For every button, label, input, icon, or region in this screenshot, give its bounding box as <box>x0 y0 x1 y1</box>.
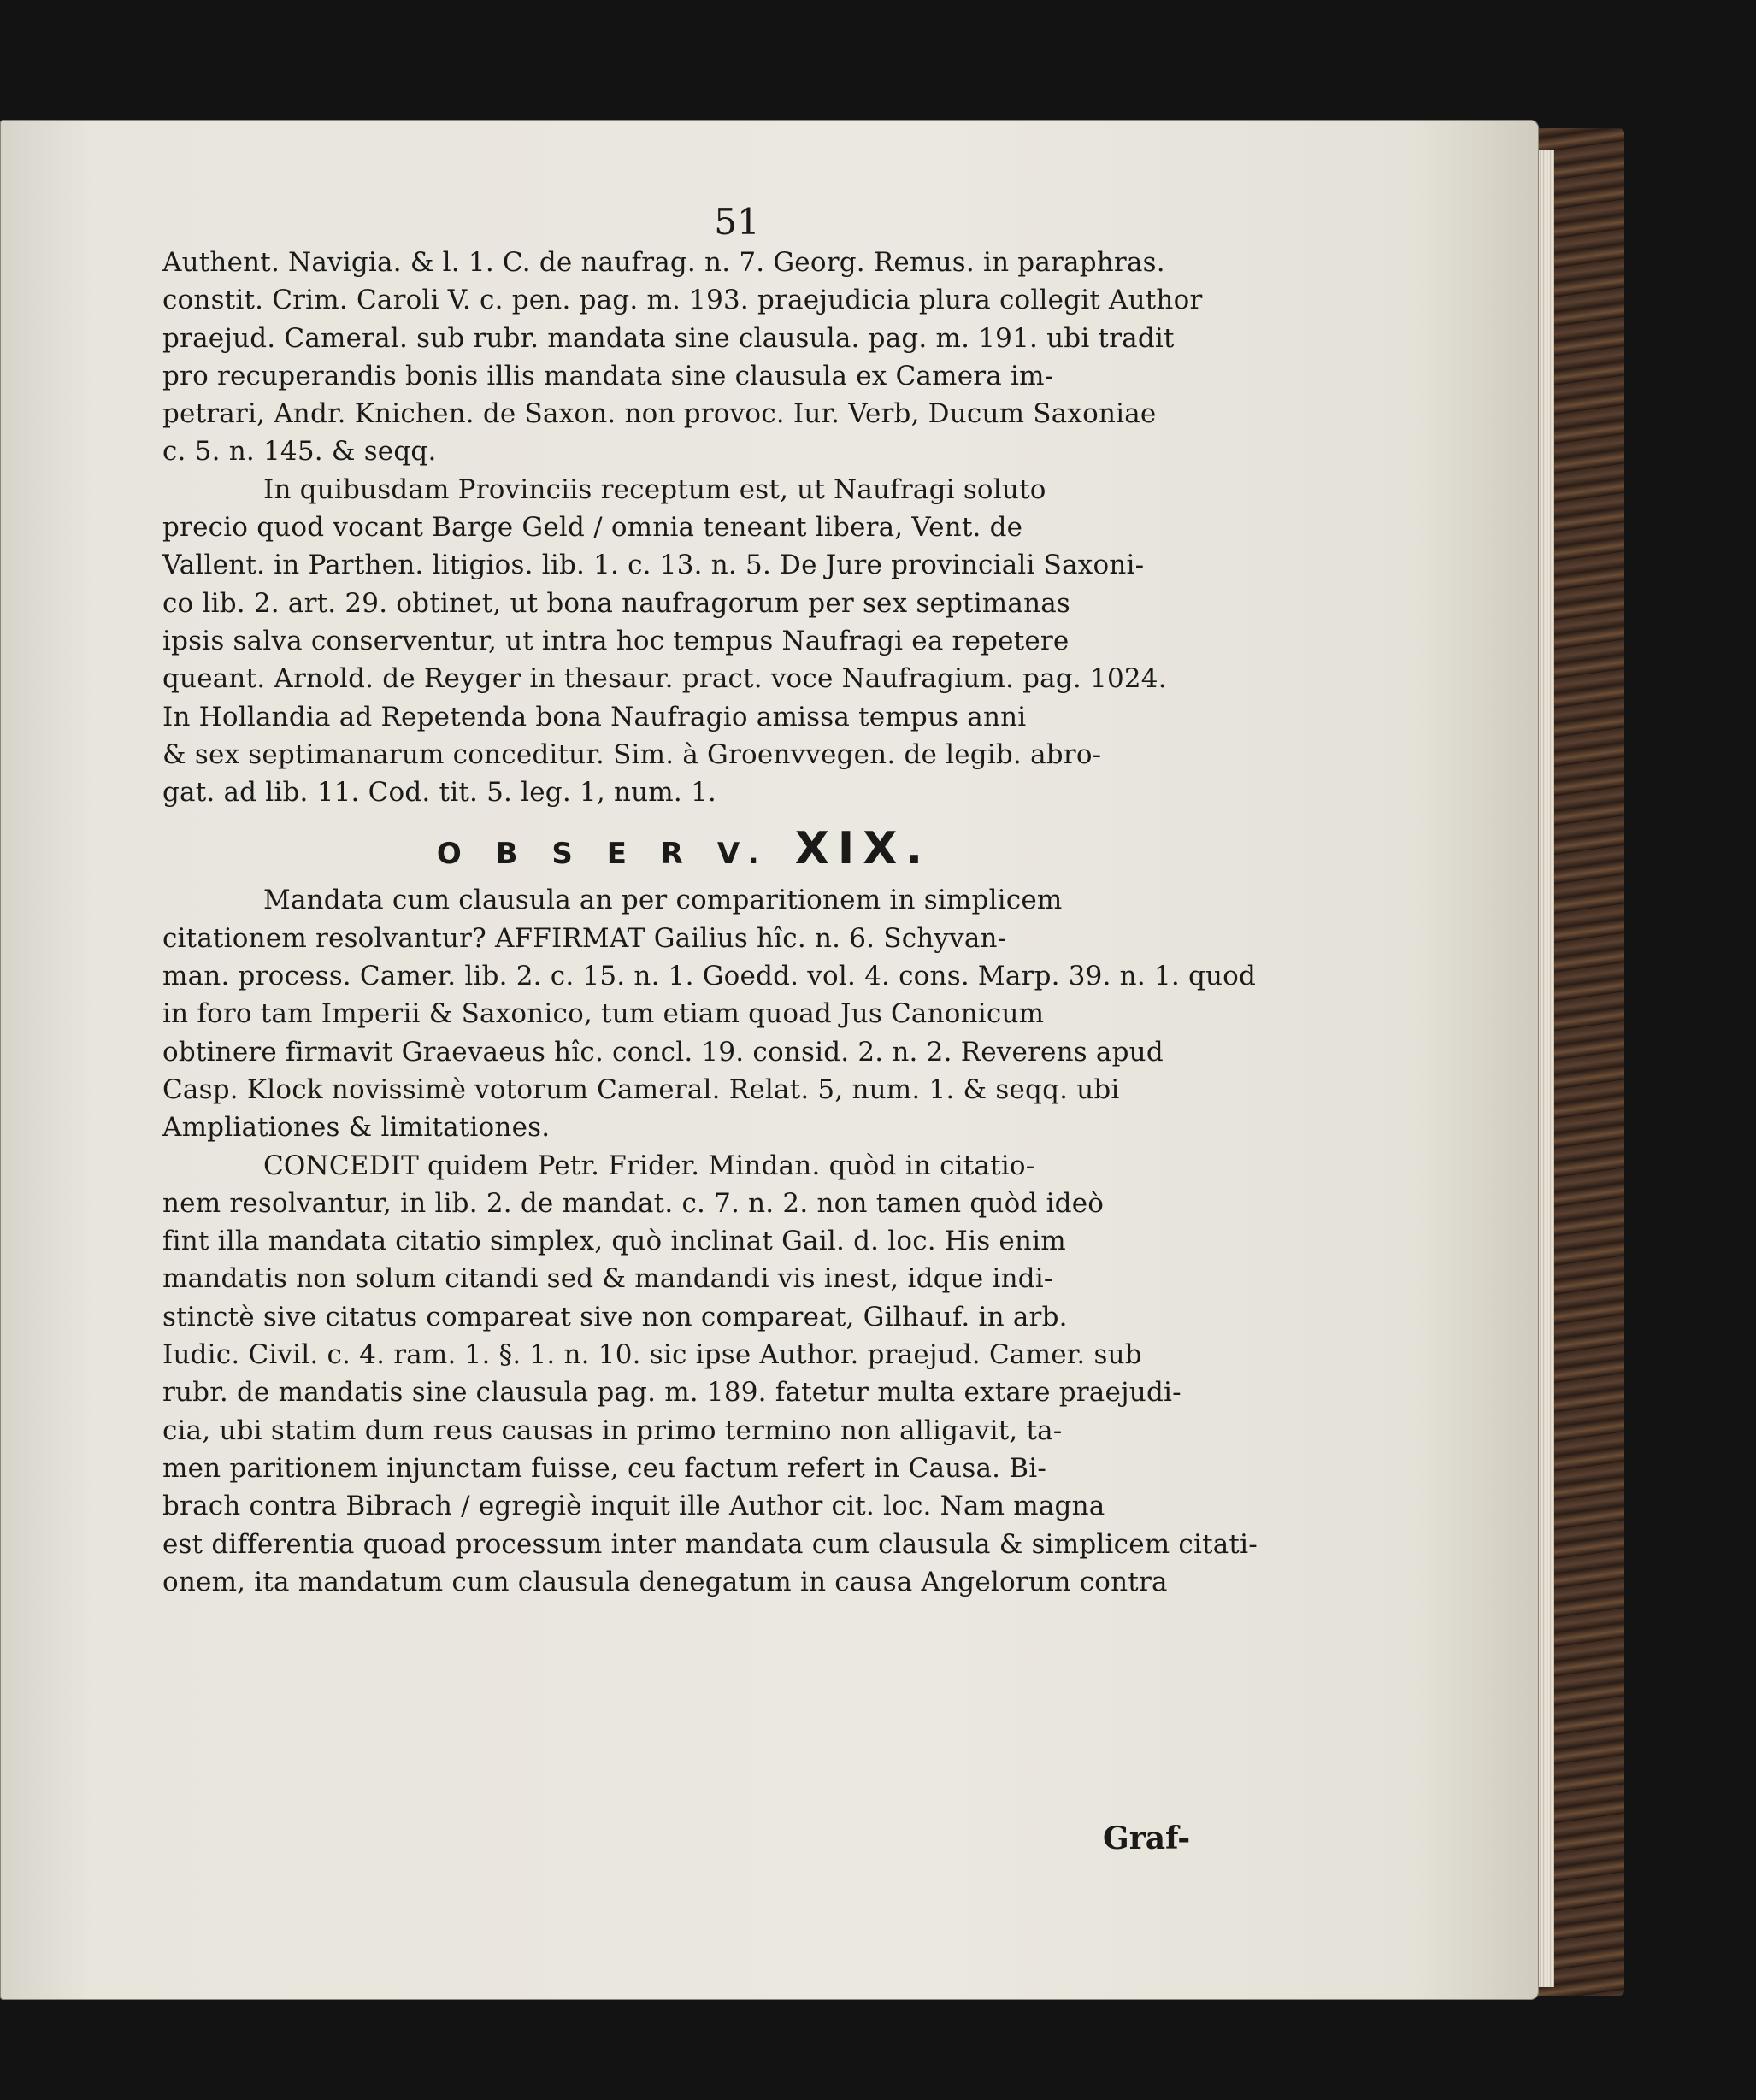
text-line: onem, ita mandatum cum clausula denegatum in causa Angelorum contra <box>162 1566 1168 1597</box>
text-line: c. 5. n. 145. & seqq. <box>162 436 437 468</box>
text-line: rubr. de mandatis sine clausula pag. m. 189. fatetur multa extare praejudi- <box>162 1377 1181 1409</box>
text-line: constit. Crim. Caroli V. c. pen. pag. m. 193. praejudicia plura collegit Author <box>162 285 1203 316</box>
text-line: gat. ad lib. 11. Cod. tit. 5. leg. 1, num. 1. <box>162 777 716 809</box>
text-line: men paritionem injunctam fuisse, ceu factum refert in Causa. Bi- <box>162 1452 1047 1484</box>
text-line: precio quod vocant Barge Geld / omnia teneant libera, Vent. de <box>162 512 1023 544</box>
text-line: Ampliationes & limitationes. <box>162 1112 551 1144</box>
text-line: petrari, Andr. Knichen. de Saxon. non provoc. Iur. Verb, Ducum Saxoniae <box>162 398 1157 430</box>
text-line: Casp. Klock novissimè votorum Cameral. Relat. 5, num. 1. & seqq. ubi <box>162 1074 1120 1105</box>
text-line: Mandata cum clausula an per comparitionem in simplicem <box>263 885 1063 916</box>
text-line: stinctè sive citatus compareat sive non compareat, Gilhauf. in arb. <box>162 1301 1068 1332</box>
heading-number: XIX. <box>794 823 932 875</box>
text-line: fint illa mandata citatio simplex, quò inclinat Gail. d. loc. His enim <box>162 1226 1066 1257</box>
text-line: In quibusdam Provinciis receptum est, ut Naufragi soluto <box>263 474 1046 505</box>
text-line: praejud. Cameral. sub rubr. mandata sine clausula. pag. m. 191. ubi tradit <box>162 322 1175 354</box>
text-line: ipsis salva conserventur, ut intra hoc tempus Naufragi ea repetere <box>162 625 1070 656</box>
text-line: nem resolvantur, in lib. 2. de mandat. c. 7. n. 2. non tamen quòd ideò <box>162 1187 1105 1219</box>
text-line: pro recuperandis bonis illis mandata sine clausula ex Camera im- <box>162 360 1054 391</box>
text-line: man. process. Camer. lib. 2. c. 15. n. 1. Goedd. vol. 4. cons. Marp. 39. n. 1. quod <box>162 961 1257 992</box>
text-line: Vallent. in Parthen. litigios. lib. 1. c. 13. n. 5. De Jure provinciali Saxoni- <box>162 550 1145 581</box>
text-line: Authent. Navigia. & l. 1. C. de naufrag. n. 7. Georg. Remus. in paraphras. <box>162 247 1165 278</box>
text-line: co lib. 2. art. 29. obtinet, ut bona naufragorum per sex septimanas <box>162 587 1071 619</box>
text-line: citationem resolvantur? AFFIRMAT Gailius hîc. n. 6. Schyvan- <box>162 922 1007 954</box>
text-line: In Hollandia ad Repetenda bona Naufragio amissa tempus anni <box>162 701 1027 732</box>
text-line: & sex septimanarum conceditur. Sim. à Groenvvegen. de legib. abro- <box>162 738 1102 770</box>
text-line: CONCEDIT quidem Petr. Frider. Mindan. quòd in citatio- <box>263 1150 1035 1181</box>
text-line: in foro tam Imperii & Saxonico, tum etiam quoad Jus Canonicum <box>162 998 1045 1030</box>
text-line: Iudic. Civil. c. 4. ram. 1. §. 1. n. 10. sic ipse Author. praejud. Camer. sub <box>162 1339 1142 1371</box>
text-line: queant. Arnold. de Reyger in thesaur. pract. voce Naufragium. pag. 1024. <box>162 663 1167 695</box>
catchword: Graf- <box>1103 1821 1191 1856</box>
text-line: cia, ubi statim dum reus causas in primo termino non alligavit, ta- <box>162 1415 1063 1446</box>
page-number: 51 <box>714 201 760 243</box>
page-text <box>162 244 1258 1601</box>
heading-label: O B S E R V. <box>436 837 771 872</box>
text-line: brach contra Bibrach / egregiè inquit ille Author cit. loc. Nam magna <box>162 1491 1105 1522</box>
text-line: mandatis non solum citandi sed & mandandi vis inest, idque indi- <box>162 1263 1053 1295</box>
text-line: obtinere firmavit Graevaeus hîc. concl. 19. consid. 2. n. 2. Reverens apud <box>162 1036 1164 1068</box>
text-line: est differentia quoad processum inter mandata cum clausula & simplicem citati- <box>162 1528 1258 1560</box>
section-heading <box>162 818 1205 879</box>
